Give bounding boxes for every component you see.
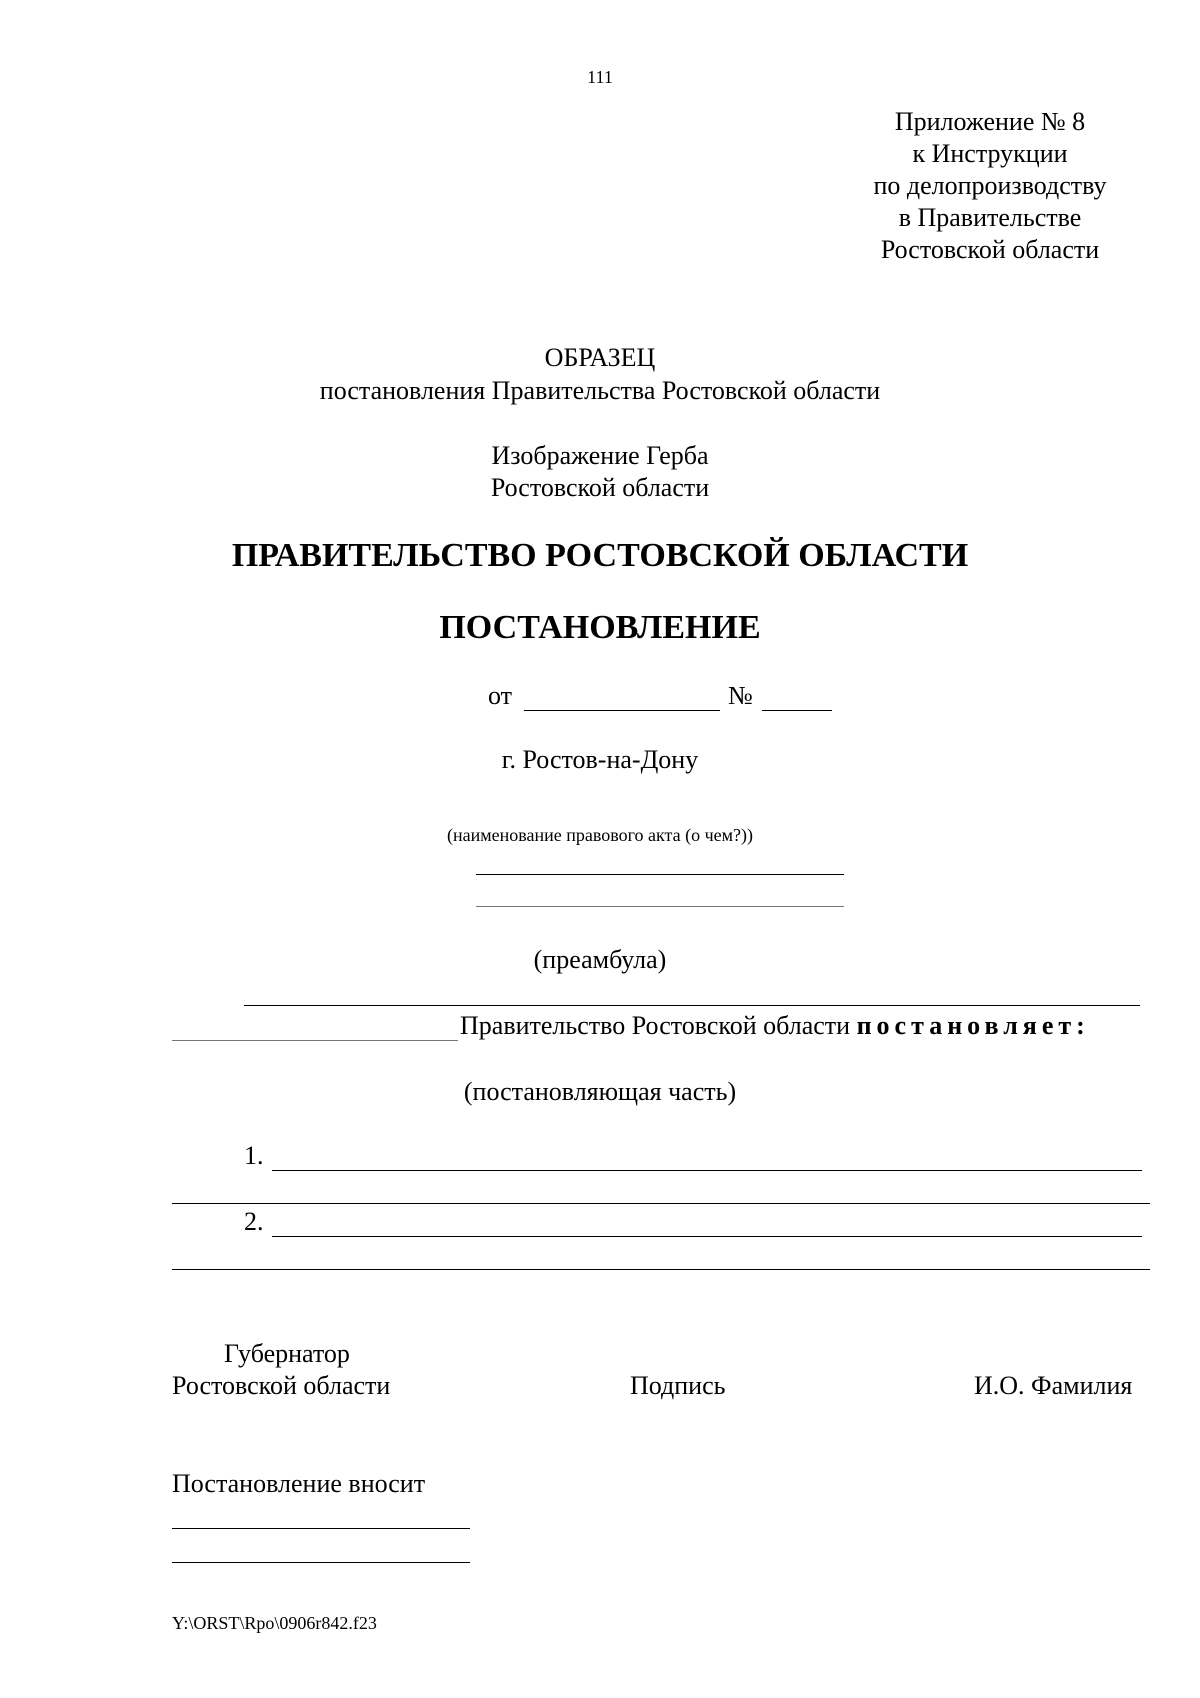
appendix-line-2: к Инструкции (912, 139, 1068, 168)
signer-position-line-1: Губернатор (224, 1339, 350, 1368)
preamble-label: (преамбула) (533, 945, 667, 974)
file-path: Y:\ORST\Rpo\0906r842.f23 (172, 1613, 377, 1633)
signature-placeholder: Подпись (630, 1371, 726, 1400)
act-name-line-1 (476, 874, 844, 875)
sample-subtitle: постановления Правительства Ростовской области (319, 376, 881, 405)
resolves-line (460, 1010, 1090, 1042)
resolves-verb: постановляет: (856, 1011, 1090, 1040)
submitted-by-label: Постановление вносит (172, 1469, 426, 1498)
submitted-by-line-2 (172, 1562, 470, 1563)
number-label: № (728, 681, 753, 710)
emblem-placeholder-line-2: Ростовской области (490, 473, 710, 502)
appendix-line-1: Приложение № 8 (894, 107, 1086, 136)
appendix-line-4: в Правительстве (898, 203, 1082, 232)
preamble-line-2 (172, 1040, 458, 1041)
item-1-continuation-line (172, 1203, 1150, 1204)
item-2-number: 2. (244, 1207, 264, 1236)
date-from-label: от (488, 681, 513, 710)
submitted-by-line-1 (172, 1528, 470, 1529)
item-1-line (272, 1170, 1142, 1171)
act-name-line-2 (476, 906, 844, 907)
page-number: 111 (587, 67, 613, 87)
operative-label: (постановляющая часть) (463, 1077, 737, 1106)
city: г. Ростов-на-Дону (501, 745, 699, 774)
date-blank-line (524, 710, 720, 711)
government-name: ПРАВИТЕЛЬСТВО РОСТОВСКОЙ ОБЛАСТИ (231, 537, 969, 574)
resolves-text: Правительство Ростовской области (460, 1011, 851, 1040)
number-blank-line (762, 710, 832, 711)
document-type: ПОСТАНОВЛЕНИЕ (439, 609, 761, 646)
signer-name: И.О. Фамилия (974, 1371, 1133, 1400)
appendix-line-3: по делопроизводству (873, 171, 1107, 200)
emblem-placeholder-line-1: Изображение Герба (491, 441, 709, 470)
item-2-line (272, 1236, 1142, 1237)
sample-title: ОБРАЗЕЦ (544, 343, 656, 372)
item-2-continuation-line (172, 1269, 1150, 1270)
appendix-line-5: Ростовской области (880, 235, 1100, 264)
signer-position-line-2: Ростовской области (172, 1371, 391, 1400)
act-name-hint: (наименование правового акта (о чем?)) (446, 825, 754, 845)
preamble-line-1 (244, 1005, 1140, 1006)
appendix-block (840, 106, 1140, 266)
item-1-number: 1. (244, 1141, 264, 1170)
